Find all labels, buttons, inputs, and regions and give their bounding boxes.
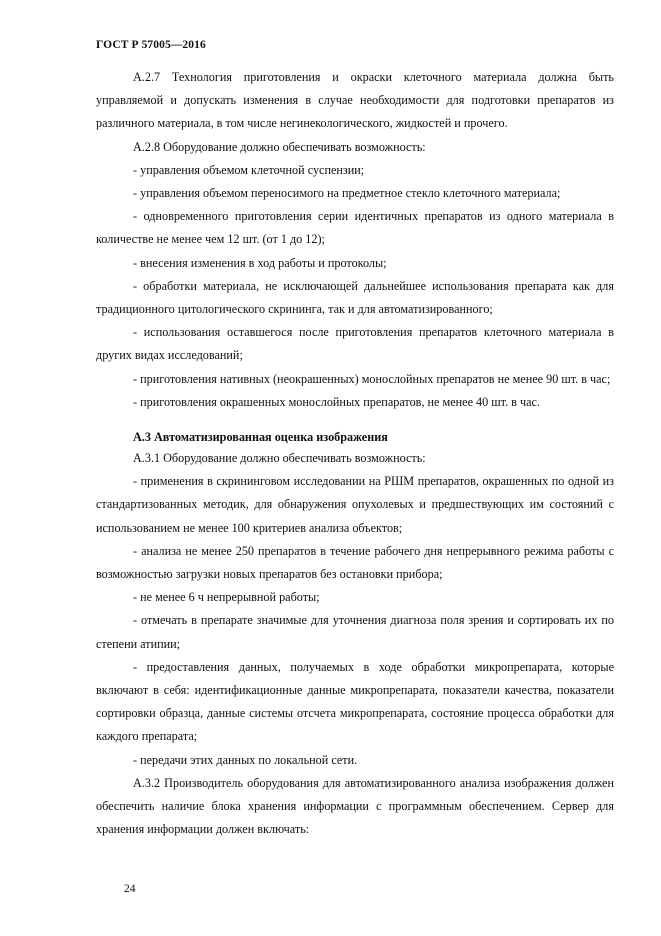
list-item: - анализа не менее 250 препаратов в течение рабочего дня непрерывного режима работы с возможностью загрузки новых препаратов без остановки прибора; <box>96 543 614 582</box>
list-item: - одновременного приготовления серии идентичных препаратов из одного материала в количестве не менее чем 12 шт. (от 1 до 12); <box>96 209 614 247</box>
list-item: - не менее 6 ч непрерывной работы; <box>133 590 320 605</box>
paragraph-a32: А.3.2 Производитель оборудования для автоматизированного анализа изображения должен обеспечить наличие блока хранения информации с программным обеспечением. Сервер для хранения информации должен включать: <box>96 775 614 837</box>
paragraph-a31: А.3.1 Оборудование должно обеспечивать возможность: <box>133 451 426 466</box>
list-item: - предоставления данных, получаемых в ходе обработки микропрепарата, которые включают в себя: идентификационные данные микропрепарата, показатели качества, показатели сортировки образца, данные системы отсчета микропрепарата, состояние процесса обработки для каждого препарата; <box>96 659 614 744</box>
section-heading-a3: А.3 Автоматизированная оценка изображения <box>133 430 388 445</box>
list-item: - передачи этих данных по локальной сети. <box>133 752 358 767</box>
list-item: - управления объемом клеточной суспензии; <box>133 162 365 177</box>
list-item: - внесения изменения в ход работы и протоколы; <box>133 255 387 270</box>
paragraph-a28: А.2.8 Оборудование должно обеспечивать возможность: <box>133 139 426 154</box>
list-item: - управления объемом переносимого на предметное стекло клеточного материала; <box>133 186 561 201</box>
list-item: - использования оставшегося после приготовления препаратов клеточного материала в других видах исследований; <box>96 325 614 363</box>
document-header: ГОСТ Р 57005—2016 <box>96 39 206 51</box>
list-item: - приготовления окрашенных монослойных препаратов, не менее 40 шт. в час. <box>133 394 540 409</box>
paragraph-a27: А.2.7 Технология приготовления и окраски клеточного материала должна быть управляемой и допускать изменения в случае необходимости для подготовки препаратов из различного материала, в том числе негинекологического, жидкостей и прочего. <box>96 70 614 131</box>
list-item: - отмечать в препарате значимые для уточнения диагноза поля зрения и сортировать их по степени атипии; <box>96 613 614 651</box>
list-item: - применения в скрининговом исследовании на РШМ препаратов, окрашенных по одной из стандартизованных методик, для обнаружения опухолевых и предшествующих им состояний с использованием не менее 100 критериев анализа объектов; <box>96 474 614 535</box>
document-body <box>96 66 614 842</box>
list-item: - приготовления нативных (неокрашенных) монослойных препаратов не менее 90 шт. в час; <box>133 371 611 386</box>
page-number: 24 <box>124 883 136 895</box>
list-item: - обработки материала, не исключающей дальнейшее использования препарата как для традиционного цитологического скрининга, так и для автоматизированного; <box>96 278 614 317</box>
